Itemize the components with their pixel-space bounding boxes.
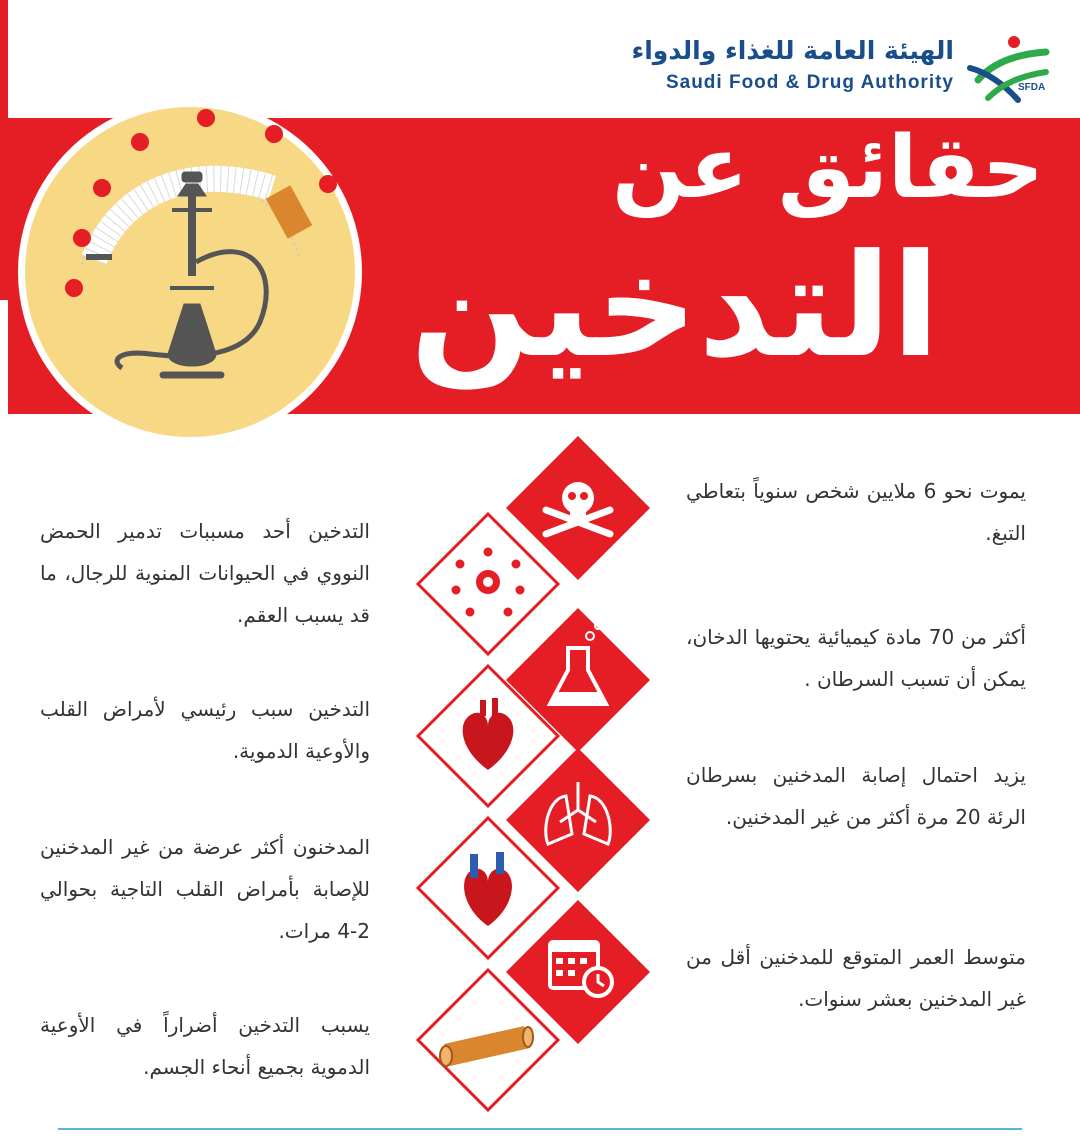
- bottom-divider: [58, 1128, 1022, 1130]
- fact-heart-disease: التدخين سبب رئيسي لأمراض القلب والأوعية الدموية.: [40, 697, 370, 763]
- fact-life-expectancy: متوسط العمر المتوقع للمدخنين أقل من غير المدخنين بعشر سنوات.: [686, 945, 1026, 1011]
- fact-lung-cancer: يزيد احتمال إصابة المدخنين بسرطان الرئة 20 مرة أكثر من غير المدخنين.: [686, 763, 1026, 829]
- fact-blood-vessels: يسبب التدخين أضراراً في الأوعية الدموية بجميع أنحاء الجسم.: [40, 1013, 370, 1079]
- logo-text: SFDA: [1018, 82, 1046, 93]
- sfda-logo-icon: [958, 32, 1054, 104]
- edge-strip: [0, 0, 8, 300]
- title-line-2: التدخين: [409, 224, 940, 389]
- hookah-cigarette-illustration: [10, 92, 370, 452]
- icon-diamond-column: [400, 430, 680, 1120]
- fact-deaths: يموت نحو 6 ملايين شخص سنوياً بتعاطي التبغ.: [686, 479, 1026, 545]
- org-name-english: Saudi Food & Drug Authority: [665, 72, 954, 93]
- org-name-arabic: الهيئة العامة للغذاء والدواء: [631, 36, 954, 65]
- title-line-1: حقائق عن: [611, 118, 1044, 218]
- fact-chemicals: أكثر من 70 مادة كيميائية يحتويها الدخان، يمكن أن تسبب السرطان .: [686, 625, 1026, 691]
- fact-coronary: المدخنون أكثر عرضة من غير المدخنين للإصابة بأمراض القلب التاجية بحوالي 2-4 مرات.: [40, 835, 370, 943]
- fact-dna-damage: التدخين أحد مسببات تدمير الحمض النووي في الحيوانات المنوية للرجال، ما قد يسبب العقم.: [40, 519, 370, 627]
